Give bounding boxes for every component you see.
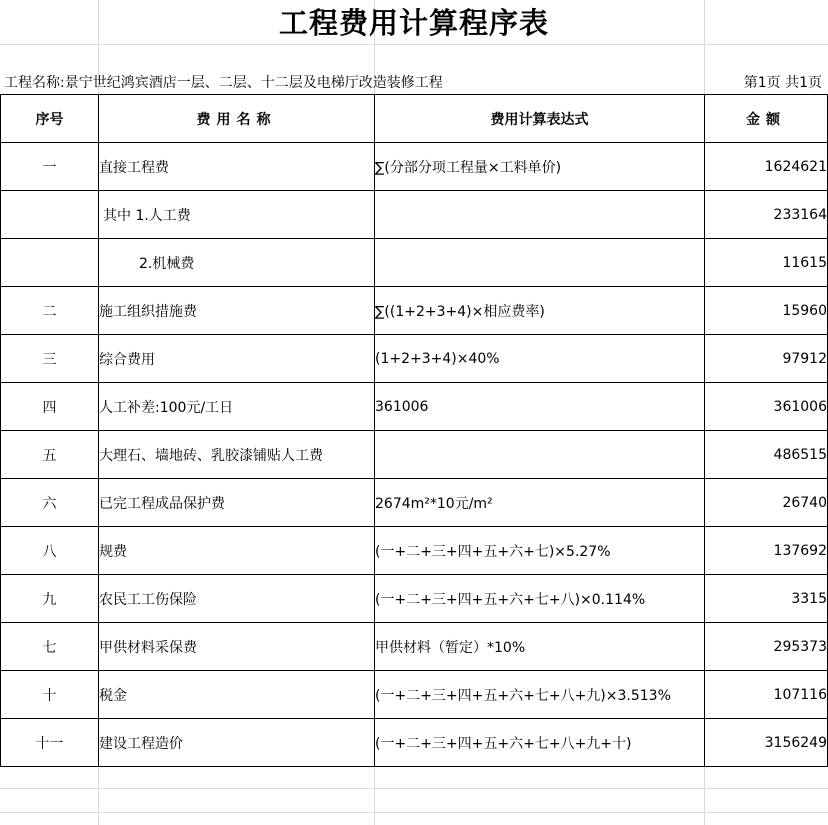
page-number-label: 第1页 共1页: [743, 75, 822, 91]
row-name[interactable]: 农民工工伤保险: [99, 575, 375, 623]
table-row: [1, 287, 828, 335]
table-row: [1, 671, 828, 719]
header-name: 费用名称: [99, 95, 375, 143]
row-name[interactable]: 施工组织措施费: [99, 287, 375, 335]
row-name[interactable]: 其中 1.人工费: [99, 191, 375, 239]
row-amount[interactable]: 233164: [705, 191, 828, 239]
page-title: 工程费用计算程序表: [278, 6, 549, 40]
row-formula[interactable]: [375, 239, 705, 287]
row-formula[interactable]: (一+二+三+四+五+六+七+八+九+十): [375, 719, 705, 767]
row-amount[interactable]: 11615: [705, 239, 828, 287]
row-name[interactable]: 人工补差:100元/工日: [99, 383, 375, 431]
header-no: 序号: [1, 95, 99, 143]
row-amount[interactable]: 3315: [705, 575, 828, 623]
row-amount[interactable]: 295373: [705, 623, 828, 671]
row-no[interactable]: 七: [1, 623, 99, 671]
row-name[interactable]: 大理石、墙地砖、乳胶漆铺贴人工费: [99, 431, 375, 479]
row-no[interactable]: 八: [1, 527, 99, 575]
row-no[interactable]: 二: [1, 287, 99, 335]
row-no[interactable]: 六: [1, 479, 99, 527]
row-no[interactable]: [1, 191, 99, 239]
row-no[interactable]: 三: [1, 335, 99, 383]
table-row: [1, 719, 828, 767]
row-name[interactable]: 甲供材料采保费: [99, 623, 375, 671]
row-formula[interactable]: 2674m²*10元/m²: [375, 479, 705, 527]
row-no[interactable]: 九: [1, 575, 99, 623]
table-row: [1, 383, 828, 431]
row-no[interactable]: 一: [1, 143, 99, 191]
row-amount[interactable]: 361006: [705, 383, 828, 431]
row-formula[interactable]: (一+二+三+四+五+六+七+八+九)×3.513%: [375, 671, 705, 719]
table-row: [1, 431, 828, 479]
project-name-label: 工程名称:景宁世纪鸿宾酒店一层、二层、十二层及电梯厅改造装修工程: [4, 75, 443, 91]
row-formula[interactable]: ∑(分部分项工程量×工料单价): [375, 143, 705, 191]
row-no[interactable]: 四: [1, 383, 99, 431]
row-amount[interactable]: 486515: [705, 431, 828, 479]
row-amount[interactable]: 97912: [705, 335, 828, 383]
table-row: [1, 191, 828, 239]
row-name[interactable]: 直接工程费: [99, 143, 375, 191]
row-formula[interactable]: (一+二+三+四+五+六+七+八)×0.114%: [375, 575, 705, 623]
header-formula: 费用计算表达式: [375, 95, 705, 143]
table-row: [1, 239, 828, 287]
table-row: [1, 623, 828, 671]
row-no[interactable]: 五: [1, 431, 99, 479]
row-name[interactable]: 建设工程造价: [99, 719, 375, 767]
table-header-row: [1, 95, 828, 143]
row-no[interactable]: 十一: [1, 719, 99, 767]
row-amount[interactable]: 26740: [705, 479, 828, 527]
row-formula[interactable]: 甲供材料（暂定）*10%: [375, 623, 705, 671]
row-amount[interactable]: 3156249: [705, 719, 828, 767]
row-amount[interactable]: 1624621: [705, 143, 828, 191]
row-formula[interactable]: [375, 431, 705, 479]
table-row: [1, 143, 828, 191]
table-row: [1, 335, 828, 383]
row-name[interactable]: 规费: [99, 527, 375, 575]
row-formula[interactable]: 361006: [375, 383, 705, 431]
fee-calculation-table: [0, 94, 828, 767]
row-amount[interactable]: 137692: [705, 527, 828, 575]
table-row: [1, 479, 828, 527]
row-formula[interactable]: (1+2+3+4)×40%: [375, 335, 705, 383]
row-no[interactable]: [1, 239, 99, 287]
row-amount[interactable]: 107116: [705, 671, 828, 719]
row-name[interactable]: 综合费用: [99, 335, 375, 383]
row-name[interactable]: 税金: [99, 671, 375, 719]
row-formula[interactable]: [375, 191, 705, 239]
row-name[interactable]: 2.机械费: [99, 239, 375, 287]
row-formula[interactable]: ∑((1+2+3+4)×相应费率): [375, 287, 705, 335]
row-no[interactable]: 十: [1, 671, 99, 719]
row-name[interactable]: 已完工程成品保护费: [99, 479, 375, 527]
row-amount[interactable]: 15960: [705, 287, 828, 335]
table-row: [1, 527, 828, 575]
header-amount: 金额: [705, 95, 828, 143]
table-row: [1, 575, 828, 623]
row-formula[interactable]: (一+二+三+四+五+六+七)×5.27%: [375, 527, 705, 575]
